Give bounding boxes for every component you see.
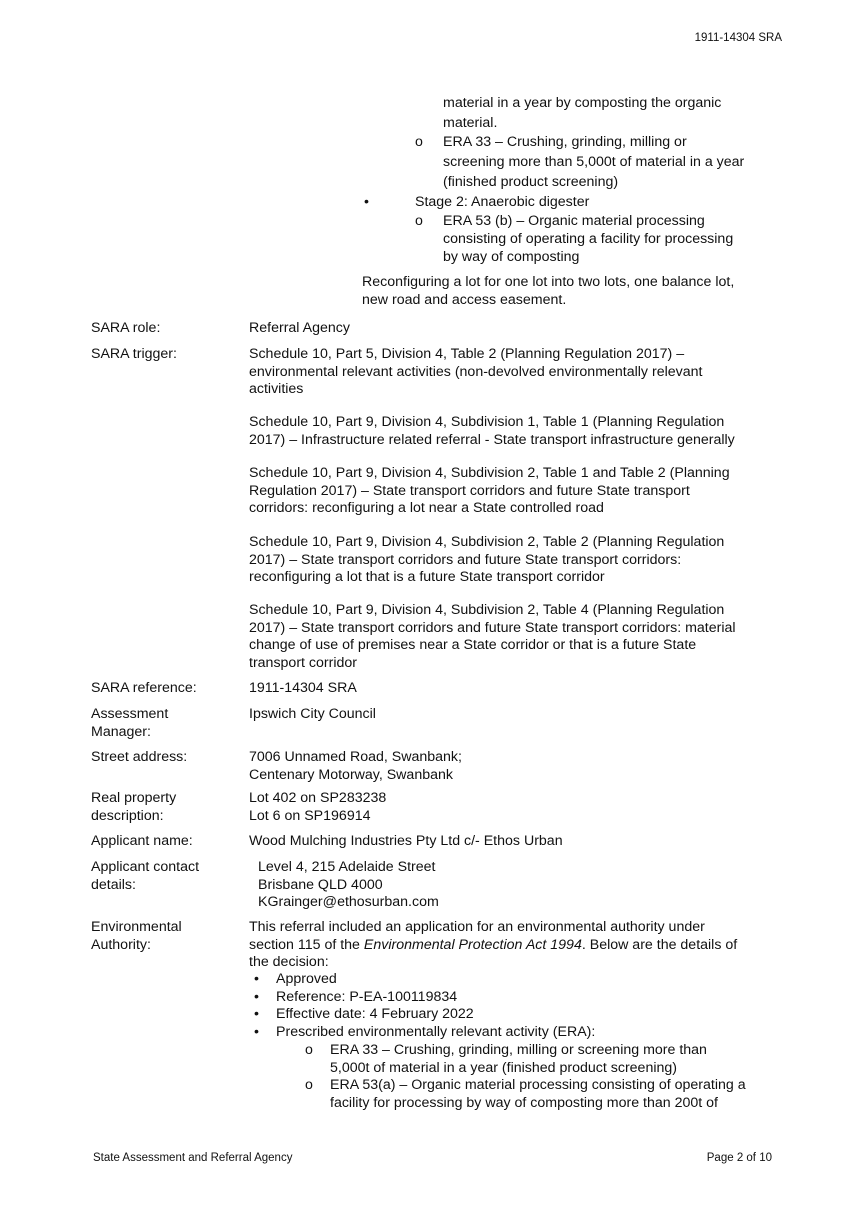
applicant-contact-value: [258, 859, 439, 912]
bullet-marker: •: [364, 194, 369, 210]
cont-line: screening more than 5,000t of material in a year: [443, 154, 745, 170]
text-line: Authority:: [91, 936, 151, 953]
list-item: ERA 33 – Crushing, grinding, milling or screening more than: [330, 1042, 707, 1058]
act-title: Environmental Protection Act 1994: [363, 936, 582, 953]
cont-line: consisting of operating a facility for processing: [443, 231, 734, 247]
assessment-manager-value: Ipswich City Council: [249, 706, 376, 722]
text-line: Assessment: [91, 706, 169, 722]
street-address-value: [249, 749, 462, 784]
text-line: Manager:: [91, 723, 151, 740]
text-line: Schedule 10, Part 9, Division 4, Subdivision 1, Table 1 (Planning Regulation: [249, 414, 725, 430]
applicant-name-label: Applicant name:: [91, 833, 193, 849]
cont-line: (finished product screening): [443, 174, 619, 190]
sara-role-label: SARA role:: [91, 320, 161, 336]
environmental-authority-intro: [249, 919, 737, 972]
cont-line: material.: [443, 115, 498, 131]
text-line: activities: [249, 381, 304, 398]
text-line: reconfiguring a lot that is a future State transport corridor: [249, 569, 605, 586]
assessment-manager-label: [91, 706, 168, 741]
text-line: Brisbane QLD 4000: [258, 876, 383, 893]
sub-bullet-marker: o: [415, 134, 423, 150]
text-line: Real property: [91, 790, 177, 806]
sara-trigger-p5: [249, 602, 736, 672]
text-run: section 115 of the: [249, 936, 364, 953]
footer-agency: State Assessment and Referral Agency: [93, 1152, 293, 1164]
footer-page-number: Page 2 of 10: [706, 1152, 772, 1164]
cont-line: by way of composting: [443, 249, 580, 265]
text-line: Level 4, 215 Adelaide Street: [258, 859, 436, 875]
sara-role-value: Referral Agency: [249, 320, 350, 336]
bullet-marker: •: [254, 989, 259, 1005]
text-line: corridors: reconfiguring a lot near a State controlled road: [249, 500, 604, 517]
text-line: Environmental: [91, 919, 182, 935]
applicant-contact-label: [91, 859, 199, 894]
list-item: facility for processing by way of composting more than 200t of: [330, 1095, 718, 1111]
cont-line: new road and access easement.: [362, 292, 567, 308]
sara-reference-value: 1911-14304 SRA: [249, 680, 357, 696]
text-line: Schedule 10, Part 9, Division 4, Subdivision 2, Table 2 (Planning Regulation: [249, 534, 725, 550]
text-line: details:: [91, 876, 136, 893]
header-reference: 1911-14304 SRA: [694, 32, 782, 44]
sara-trigger-p1: [249, 346, 702, 399]
real-property-label: [91, 790, 176, 825]
list-item: Effective date: 4 February 2022: [276, 1006, 474, 1022]
contact-email: KGrainger@ethosurban.com: [258, 894, 439, 911]
text-line: Schedule 10, Part 9, Division 4, Subdivision 2, Table 1 and Table 2 (Planning: [249, 465, 730, 481]
text-line: description:: [91, 807, 164, 824]
text-line: transport corridor: [249, 654, 358, 671]
list-item: Prescribed environmentally relevant activity (ERA):: [276, 1024, 596, 1040]
list-item: 5,000t of material in a year (finished product screening): [330, 1060, 677, 1076]
cont-line: ERA 53 (b) – Organic material processing: [443, 213, 705, 229]
sara-reference-label: SARA reference:: [91, 680, 197, 696]
cont-line: Reconfiguring a lot for one lot into two lots, one balance lot,: [362, 274, 735, 290]
text-line: Centenary Motorway, Swanbank: [249, 766, 453, 783]
cont-line: material in a year by composting the organic: [443, 95, 722, 111]
cont-line: Stage 2: Anaerobic digester: [415, 194, 590, 210]
text-line: Lot 402 on SP283238: [249, 790, 387, 806]
street-address-label: Street address:: [91, 749, 188, 765]
list-item: Reference: P-EA-100119834: [276, 989, 458, 1005]
text-line: 2017) – Infrastructure related referral - State transport infrastructure generally: [249, 431, 735, 448]
text-line: Regulation 2017) – State transport corridors and future State transport: [249, 482, 690, 499]
cont-line: ERA 33 – Crushing, grinding, milling or: [443, 134, 687, 150]
bullet-marker: •: [254, 1024, 259, 1040]
text-line: 7006 Unnamed Road, Swanbank;: [249, 749, 462, 765]
sara-trigger-p4: [249, 534, 724, 587]
real-property-value: [249, 790, 386, 825]
sub-bullet-marker: o: [305, 1077, 313, 1093]
sara-trigger-label: SARA trigger:: [91, 346, 177, 362]
text-line: Schedule 10, Part 5, Division 4, Table 2 (Planning Regulation 2017) –: [249, 346, 685, 362]
sub-bullet-marker: o: [415, 213, 423, 229]
environmental-authority-label: [91, 919, 182, 954]
text-line: Applicant contact: [91, 859, 200, 875]
text-line: change of use of premises near a State corridor or that is a future State: [249, 637, 697, 654]
applicant-name-value: Wood Mulching Industries Pty Ltd c/- Ethos Urban: [249, 833, 563, 849]
list-item: Approved: [276, 971, 337, 987]
sub-bullet-marker: o: [305, 1042, 313, 1058]
text-line: Schedule 10, Part 9, Division 4, Subdivision 2, Table 4 (Planning Regulation: [249, 602, 725, 618]
bullet-marker: •: [254, 1006, 259, 1022]
text-line: the decision:: [249, 954, 329, 971]
text-line: Lot 6 on SP196914: [249, 807, 371, 824]
text-line: [249, 937, 737, 955]
bullet-marker: •: [254, 971, 259, 987]
text-line: 2017) – State transport corridors and future State transport corridors:: [249, 551, 682, 568]
text-line: environmental relevant activities (non-devolved environmentally relevant: [249, 363, 703, 380]
text-line: This referral included an application for an environmental authority under: [249, 919, 705, 935]
sara-trigger-p3: [249, 465, 730, 518]
text-line: 2017) – State transport corridors and future State transport corridors: material: [249, 619, 736, 636]
text-run: . Below are the details of: [581, 936, 738, 953]
sara-trigger-p2: [249, 414, 735, 449]
list-item: ERA 53(a) – Organic material processing consisting of operating a: [330, 1077, 746, 1093]
